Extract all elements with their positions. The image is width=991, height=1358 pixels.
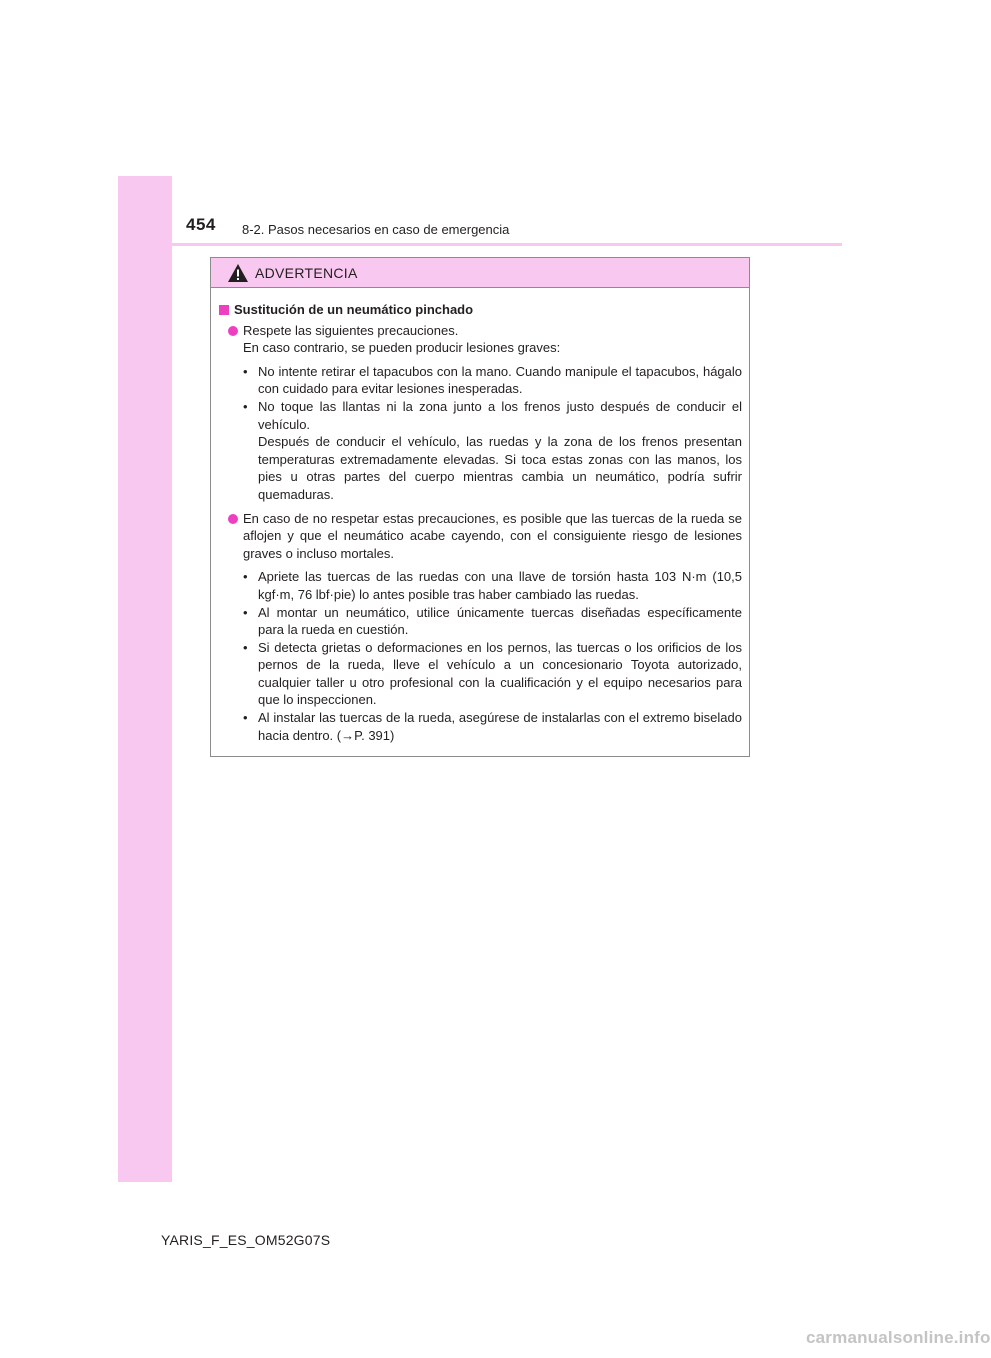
sub-bullet: • (243, 710, 248, 726)
warning-body (211, 288, 749, 744)
sub-list (243, 568, 742, 744)
sub-item-text: Al instalar las tuercas de la rueda, asegúrese de instalarlas con el extremo biselado hacia dentro. (→P. 391) (258, 710, 742, 743)
sub-item (243, 639, 742, 709)
warning-triangle-icon (227, 263, 249, 283)
item-text: Respete las siguientes precauciones. (243, 322, 459, 338)
page-number: 454 (186, 215, 216, 234)
square-bullet-icon (219, 305, 229, 315)
sub-item (243, 709, 742, 744)
topic-heading (219, 301, 742, 319)
document-id: YARIS_F_ES_OM52G07S (161, 1232, 331, 1248)
warning-title: ADVERTENCIA (255, 264, 358, 281)
sub-bullet: • (243, 569, 248, 585)
sub-item-text: Al montar un neumático, utilice únicamente tuercas diseñadas específicamente para la rueda en cuestión. (258, 604, 742, 638)
item-text: En caso de no respetar estas precauciones, es posible que las tuercas de la rueda se aflojen y que el neumático acabe cayendo, con el consiguiente riesgo de lesiones graves o incluso mortales. (243, 510, 742, 561)
sub-item-text: No toque las llantas ni la zona junto a los frenos justo después de conducir el vehículo. (258, 398, 742, 432)
warning-item (219, 322, 742, 504)
topic-title: Sustitución de un neumático pinchado (234, 302, 474, 317)
sub-item (243, 363, 742, 398)
watermark: carmanualsonline.info (806, 1328, 991, 1347)
warning-box (210, 257, 750, 757)
sub-item (243, 568, 742, 603)
sub-item-text: Si detecta grietas o deformaciones en los pernos, las tuercas o los orificios de los pernos de la rueda, lleve el vehículo a un concesionario Toyota autorizado, cualquier taller u otro profesional con la cualificación y el equipo necesarios para que lo inspeccionen. (258, 639, 742, 708)
header-rule (172, 243, 842, 246)
sub-item (243, 398, 742, 504)
round-bullet-icon (228, 326, 238, 336)
warning-header (211, 258, 749, 288)
sub-bullet: • (243, 604, 248, 620)
sub-bullet: • (243, 639, 248, 655)
chapter-side-band (118, 176, 172, 1182)
item-text: En caso contrario, se pueden producir lesiones graves: (243, 340, 561, 356)
sub-item-text: Después de conducir el vehículo, las ruedas y la zona de los frenos presentan temperaturas extremadamente elevadas. Si toca estas zonas con las manos, los pies u otras partes del cuerpo mientras cambia un neumático, podría sufrir quemaduras. (258, 434, 742, 502)
warning-item (219, 510, 742, 745)
sub-item-text: Apriete las tuercas de las ruedas con una llave de torsión hasta 103 N·m (10,5 kgf·m, 76 lbf·pie) lo antes posible tras haber cambiado las ruedas. (258, 569, 742, 602)
sub-bullet: • (243, 363, 248, 379)
sub-item-text: No intente retirar el tapacubos con la mano. Cuando manipule el tapacubos, hágalo con cuidado para evitar lesiones inesperadas. (258, 363, 742, 397)
sub-list (243, 363, 742, 504)
round-bullet-icon (228, 514, 238, 524)
sub-item (243, 604, 742, 639)
section-title: 8-2. Pasos necesarios en caso de emergencia (242, 222, 510, 237)
sub-bullet: • (243, 398, 248, 414)
